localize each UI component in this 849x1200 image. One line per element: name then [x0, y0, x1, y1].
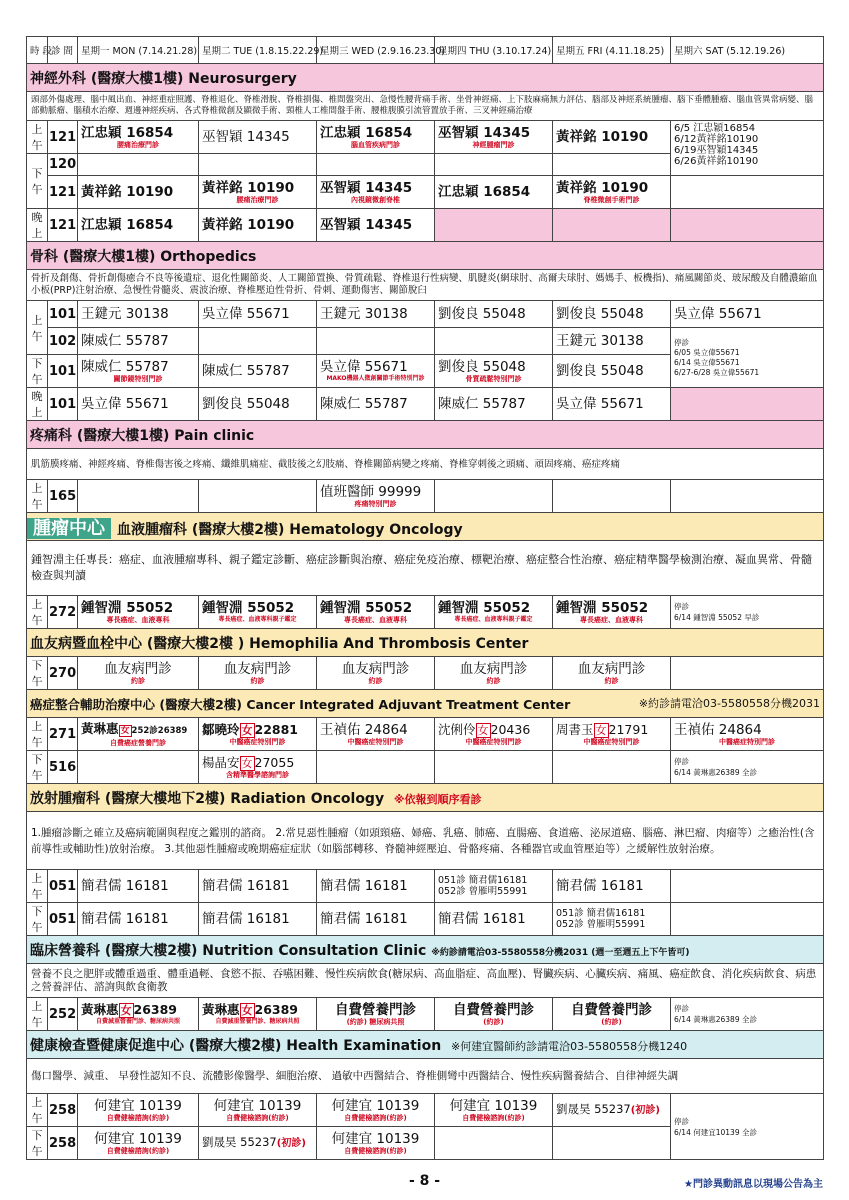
doctor-cell: 血友病門診 約診 [553, 657, 671, 690]
slot-label: 下午 [27, 355, 48, 388]
doctor-cell: 鍾智淵 55052 專長癌症、血液專科 [78, 596, 199, 629]
orthopedics-stop-note: 停診 6/05 吳立偉55671 6/14 吳立偉55671 6/27-6/28 吳立偉55671 [671, 328, 824, 388]
doctor-cell: 王禎佑 24864 中醫癌症特別門診 [671, 718, 824, 751]
slot-label: 下午 [27, 657, 48, 690]
nutrition-appointment-phone: ※約診請電洽03-5580558分機2031 (週一至週五上下午皆可) [431, 947, 690, 958]
doctor-cell: 簡君儒 16181 [317, 870, 435, 903]
doctor-cell: 吳立偉 55671 [199, 301, 317, 328]
doctor-cell: 鍾智淵 55052 專長癌症、血液專科 [317, 596, 435, 629]
room-number: 051 [48, 870, 78, 903]
doctor-cell: 王鍵元 30138 [317, 301, 435, 328]
doctor-cell: 劉俊良 55048 骨質疏鬆特別門診 [435, 355, 553, 388]
room-number: 272 [48, 596, 78, 629]
doctor-cell: 何建宜 10139 自費健檢諮詢(約診) [78, 1127, 199, 1160]
doctor-cell: 劉俊良 55048 [553, 301, 671, 328]
header-mon: 星期一 MON (7.14.21.28) [78, 37, 199, 64]
section-title-health-exam: 健康檢查暨健康促進中心 (醫療大樓2樓) Health Examination ※何建宜醫師約診請電洽03-5580558分機1240 [27, 1031, 824, 1059]
room-number: 121 [48, 176, 78, 209]
doctor-cell: 血友病門診 約診 [199, 657, 317, 690]
doctor-cell: 簡君儒 16181 [78, 903, 199, 936]
section-title-pain-clinic: 疼痛科 (醫療大樓1樓) Pain clinic [27, 421, 824, 449]
doctor-cell: 簡君儒 16181 [553, 870, 671, 903]
doctor-cell: 陳威仁 55787 [199, 355, 317, 388]
slot-label: 下午 [27, 1127, 48, 1160]
doctor-cell: 簡君儒 16181 [199, 870, 317, 903]
doctor-cell: 051診 簡君儒16181 052診 曾雁明55991 [553, 903, 671, 936]
doctor-cell: 周書玉 女 21791 中醫癌症特別門診 [553, 718, 671, 751]
doctor-cell: 王鍵元 30138 [553, 328, 671, 355]
cancer-appointment-phone: ※約診請電洽03-5580558分機2031 [638, 696, 820, 710]
section-title-orthopedics: 骨科 (醫療大樓1樓) Orthopedics [27, 242, 824, 270]
doctor-cell: 王鍵元 30138 [78, 301, 199, 328]
oncology-description: 鍾智淵主任專長：癌症、血液腫瘤專科、親子鑑定診斷、癌症診斷與治療、癌症免疫治療、標靶治療、癌症整合性治療、癌症精準醫學檢測治療、凝血異常、骨髓檢查與判讀 [27, 541, 824, 596]
doctor-cell: 江忠穎 16854 腰痛治療門診 [78, 121, 199, 154]
oncology-stop-note: 停診 6/14 鍾智淵 55052 早診 [671, 596, 824, 629]
slot-label: 下午 [27, 903, 48, 936]
room-number: 051 [48, 903, 78, 936]
doctor-cell: 血友病門診 約診 [78, 657, 199, 690]
doctor-cell: 何建宜 10139 自費健檢諮詢(約診) [435, 1094, 553, 1127]
doctor-cell: 簡君儒 16181 [78, 870, 199, 903]
slot-label: 晚上 [27, 388, 48, 421]
doctor-cell: 黃琳惠 女 252診26389 自費癌症營養門診 [78, 718, 199, 751]
room-number: 120 [48, 154, 78, 176]
slot-label: 晚上 [27, 209, 48, 242]
slot-label: 上午 [27, 998, 48, 1031]
section-title-radiation-oncology: 放射腫瘤科 (醫療大樓地下2樓) Radiation Oncology ※依報到順序看診 [27, 784, 824, 812]
neurosurgery-description: 頭部外傷處理、腦中風出血、神經重症照護、脊椎退化、脊椎滑脫、脊椎損傷、椎間盤突出、急慢性腰背痛手術、坐骨神經痛、上下肢麻痛無力評估、腦部及神經系統腫瘤、腦下垂體腫瘤、腦血管異常病變、腦部動脈瘤、腦積水治療、週邊神經疾病、各式脊椎微創及顯微手術、頸椎人工椎間盤手術、腰椎腹膜引流管置放手術、三叉神經痛治療 [27, 92, 824, 121]
nutrition-description: 營養不良之肥胖或體重過重、體重過輕、食慾不振、吞嚥困難、慢性疾病飲食(糖尿病、高血脂症、高血壓)、腎臟疾病、心臟疾病、痛風、癌症飲食、消化疾病飲食、病患之營養評估、諮詢與飲食衛教 [27, 964, 824, 998]
schedule-table [26, 36, 824, 1160]
radiation-description: 1.腫瘤診斷之確立及癌病範圍與程度之鑑別的諮商。 2.常見惡性腫瘤（如頭頸癌、婦癌、乳癌、肺癌、直腸癌、食道癌、泌尿道癌、腦癌、淋巴瘤、肉瘤等）之癒治性(含前導性或輔助性)放射治療。 3.其他惡性腫瘤或晚期癌症症狀（如腦部轉移、脊髓神經壓迫、骨骼疼痛、各種器官或血管壓迫等）之緩解性放射治療。 [27, 812, 824, 870]
doctor-cell: 吳立偉 55671 [78, 388, 199, 421]
cancer-stop-note: 停診 6/14 黃琳惠26389 全診 [671, 751, 824, 784]
doctor-cell: 簡君儒 16181 [435, 903, 553, 936]
slot-label: 上午 [27, 718, 48, 751]
doctor-cell: 黃琳惠 女 26389 自費減重營養門診、糖尿病共照 [199, 998, 317, 1031]
doctor-cell: 沈俐伶 女 20436 中醫癌症特別門診 [435, 718, 553, 751]
radiation-tip: ※依報到順序看診 [393, 792, 482, 806]
doctor-cell: 自費營養門診 (約診) [435, 998, 553, 1031]
doctor-cell: 巫智穎 14345 內視鏡微創脊椎 [317, 176, 435, 209]
doctor-cell: 吳立偉 55671 MAKO機器人微創關節手術特別門診 [317, 355, 435, 388]
doctor-cell: 巫智穎 14345 [199, 121, 317, 154]
saturday-rotation-note: 6/5 江忠穎16854 6/12黃祥銘10190 6/19巫智穎14345 6/26黃祥銘10190 [671, 121, 824, 176]
doctor-cell: 簡君儒 16181 [199, 903, 317, 936]
room-number: 516 [48, 751, 78, 784]
doctor-cell: 黃琳惠 女 26389 自費減重營養門診、糖尿病共照 [78, 998, 199, 1031]
health-description: 傷口醫學、減重、 早發性認知不良、流體影像醫學、細胞治療、 過敏中西醫結合、脊椎側彎中西醫結合、慢性疾病醫養結合、自律神經失調 [27, 1059, 824, 1094]
doctor-cell: 陳威仁 55787 關節鏡特別門診 [78, 355, 199, 388]
doctor-cell: 黃祥銘 10190 [78, 176, 199, 209]
doctor-cell: 江忠穎 16854 [435, 176, 553, 209]
doctor-cell: 黃祥銘 10190 脊椎微創手術門診 [553, 176, 671, 209]
room-number: 101 [48, 355, 78, 388]
header-thu: 星期四 THU (3.10.17.24) [435, 37, 553, 64]
doctor-cell: 巫智穎 14345 神經腫瘤門診 [435, 121, 553, 154]
slot-label: 上午 [27, 121, 48, 154]
header-fri: 星期五 FRI (4.11.18.25) [553, 37, 671, 64]
doctor-cell: 王禎佑 24864 中醫癌症特別門診 [317, 718, 435, 751]
section-title-neurosurgery: 神經外科 (醫療大樓1樓) Neurosurgery [27, 64, 824, 92]
slot-label: 下午 [27, 154, 48, 209]
doctor-cell: 劉晟昊 55237(初診) [553, 1094, 671, 1127]
doctor-cell: 何建宜 10139 自費健檢諮詢(約診) [199, 1094, 317, 1127]
doctor-cell: 劉俊良 55048 [435, 301, 553, 328]
doctor-cell: 江忠穎 16854 [78, 209, 199, 242]
nutrition-stop-note: 停診 6/14 黃琳惠26389 全診 [671, 998, 824, 1031]
slot-label: 上午 [27, 480, 48, 513]
doctor-cell: 鍾智淵 55052 專長癌症、血液專科 [553, 596, 671, 629]
doctor-cell: 劉晟昊 55237(初診) [199, 1127, 317, 1160]
doctor-cell: 自費營養門診 (約診) 糖尿病共照 [317, 998, 435, 1031]
doctor-cell: 自費營養門診 (約診) [553, 998, 671, 1031]
doctor-cell: 黃祥銘 10190 [553, 121, 671, 154]
doctor-cell: 吳立偉 55671 [553, 388, 671, 421]
doctor-cell: 陳威仁 55787 [78, 328, 199, 355]
doctor-cell: 血友病門診 約診 [435, 657, 553, 690]
slot-label: 上午 [27, 1094, 48, 1127]
room-number: 165 [48, 480, 78, 513]
header-sat: 星期六 SAT (5.12.19.26) [671, 37, 824, 64]
slot-label: 上午 [27, 596, 48, 629]
header-row [27, 37, 824, 64]
room-number: 252 [48, 998, 78, 1031]
health-appointment-phone: ※何建宜醫師約診請電洽03-5580558分機1240 [450, 1039, 688, 1053]
room-number: 121 [48, 121, 78, 154]
slot-label: 上午 [27, 870, 48, 903]
doctor-cell: 陳威仁 55787 [435, 388, 553, 421]
section-title-hemophilia: 血友病暨血栓中心 (醫療大樓2樓 ) Hemophilia And Thrombosis Center [27, 629, 824, 657]
room-number: 271 [48, 718, 78, 751]
header-tue: 星期二 TUE (1.8.15.22.29) [199, 37, 317, 64]
page-number: - 8 - [408, 1173, 441, 1189]
doctor-cell: 值班醫師 99999 疼痛特別門診 [317, 480, 435, 513]
room-number: 121 [48, 209, 78, 242]
slot-label: 上午 [27, 301, 48, 355]
doctor-cell: 楊晶安 女 27055 含精準醫學諮詢門診 [199, 751, 317, 784]
room-number: 258 [48, 1094, 78, 1127]
doctor-cell: 簡君儒 16181 [317, 903, 435, 936]
doctor-cell: 江忠穎 16854 腦血管疾病門診 [317, 121, 435, 154]
section-title-cancer-integrated: 癌症整合輔助治療中心 (醫療大樓2樓) Cancer Integrated Adjuvant Treatment Center ※約診請電洽03-5580558分機2031 [27, 690, 824, 718]
health-stop-note: 停診 6/14 何建宜10139 全診 [671, 1094, 824, 1160]
doctor-cell: 血友病門診 約診 [317, 657, 435, 690]
room-number: 270 [48, 657, 78, 690]
doctor-cell: 黃祥銘 10190 [199, 209, 317, 242]
doctor-cell: 何建宜 10139 自費健檢諮詢(約診) [317, 1094, 435, 1127]
doctor-cell: 051診 簡君儒16181 052診 曾雁明55991 [435, 870, 553, 903]
doctor-cell: 鍾智淵 55052 專長癌症、血液專科親子鑑定 [199, 596, 317, 629]
doctor-cell: 陳威仁 55787 [317, 388, 435, 421]
room-number: 101 [48, 388, 78, 421]
pain-clinic-description: 肌筋膜疼痛、神經疼痛、脊椎傷害後之疼痛、纖維肌痛症、截肢後之幻肢痛、脊椎關節病變之疼痛、脊椎穿刺後之頭痛、頑固疼痛、癌症疼痛 [27, 449, 824, 480]
footer-note: ★門診異動訊息以現場公告為主 [684, 1179, 823, 1190]
doctor-cell: 何建宜 10139 自費健檢諮詢(約診) [317, 1127, 435, 1160]
header-room: 診 間 [48, 37, 78, 64]
section-title-nutrition: 臨床營養科 (醫療大樓2樓) Nutrition Consultation Clinic ※約診請電洽03-5580558分機2031 (週一至週五上下午皆可) [27, 936, 824, 964]
room-number: 102 [48, 328, 78, 355]
doctor-cell: 鍾智淵 55052 專長癌症、血液專科親子鑑定 [435, 596, 553, 629]
slot-label: 下午 [27, 751, 48, 784]
doctor-cell: 鄒曉玲 女 22881 中醫癌症特別門診 [199, 718, 317, 751]
oncology-center-label: 腫瘤中心 [27, 518, 111, 539]
doctor-cell: 劉俊良 55048 [199, 388, 317, 421]
room-number: 101 [48, 301, 78, 328]
orthopedics-description: 骨折及創傷、骨折創傷癒合不良等後遺症、退化性關節炎、人工關節置換、骨質疏鬆、脊椎退行性病變、肌腱炎(網球肘、高爾夫球肘、媽媽手、板機指)、痛風關節炎、玻尿酸及自體濃縮血小板(PRP)注射治療、急慢性骨髓炎、震波治療、脊椎壓迫性骨折、骨刺、運動傷害、關節脫臼 [27, 270, 824, 301]
header-slot: 時 段 [27, 37, 48, 64]
doctor-cell: 劉俊良 55048 [553, 355, 671, 388]
doctor-cell: 吳立偉 55671 [671, 301, 824, 328]
doctor-cell: 巫智穎 14345 [317, 209, 435, 242]
room-number: 258 [48, 1127, 78, 1160]
section-title-hematology-oncology: 腫瘤中心 血液腫瘤科 (醫療大樓2樓) Hematology Oncology [27, 513, 824, 541]
doctor-cell: 何建宜 10139 自費健檢諮詢(約診) [78, 1094, 199, 1127]
header-wed: 星期三 WED (2.9.16.23.30) [317, 37, 435, 64]
doctor-cell: 黃祥銘 10190 腰痛治療門診 [199, 176, 317, 209]
